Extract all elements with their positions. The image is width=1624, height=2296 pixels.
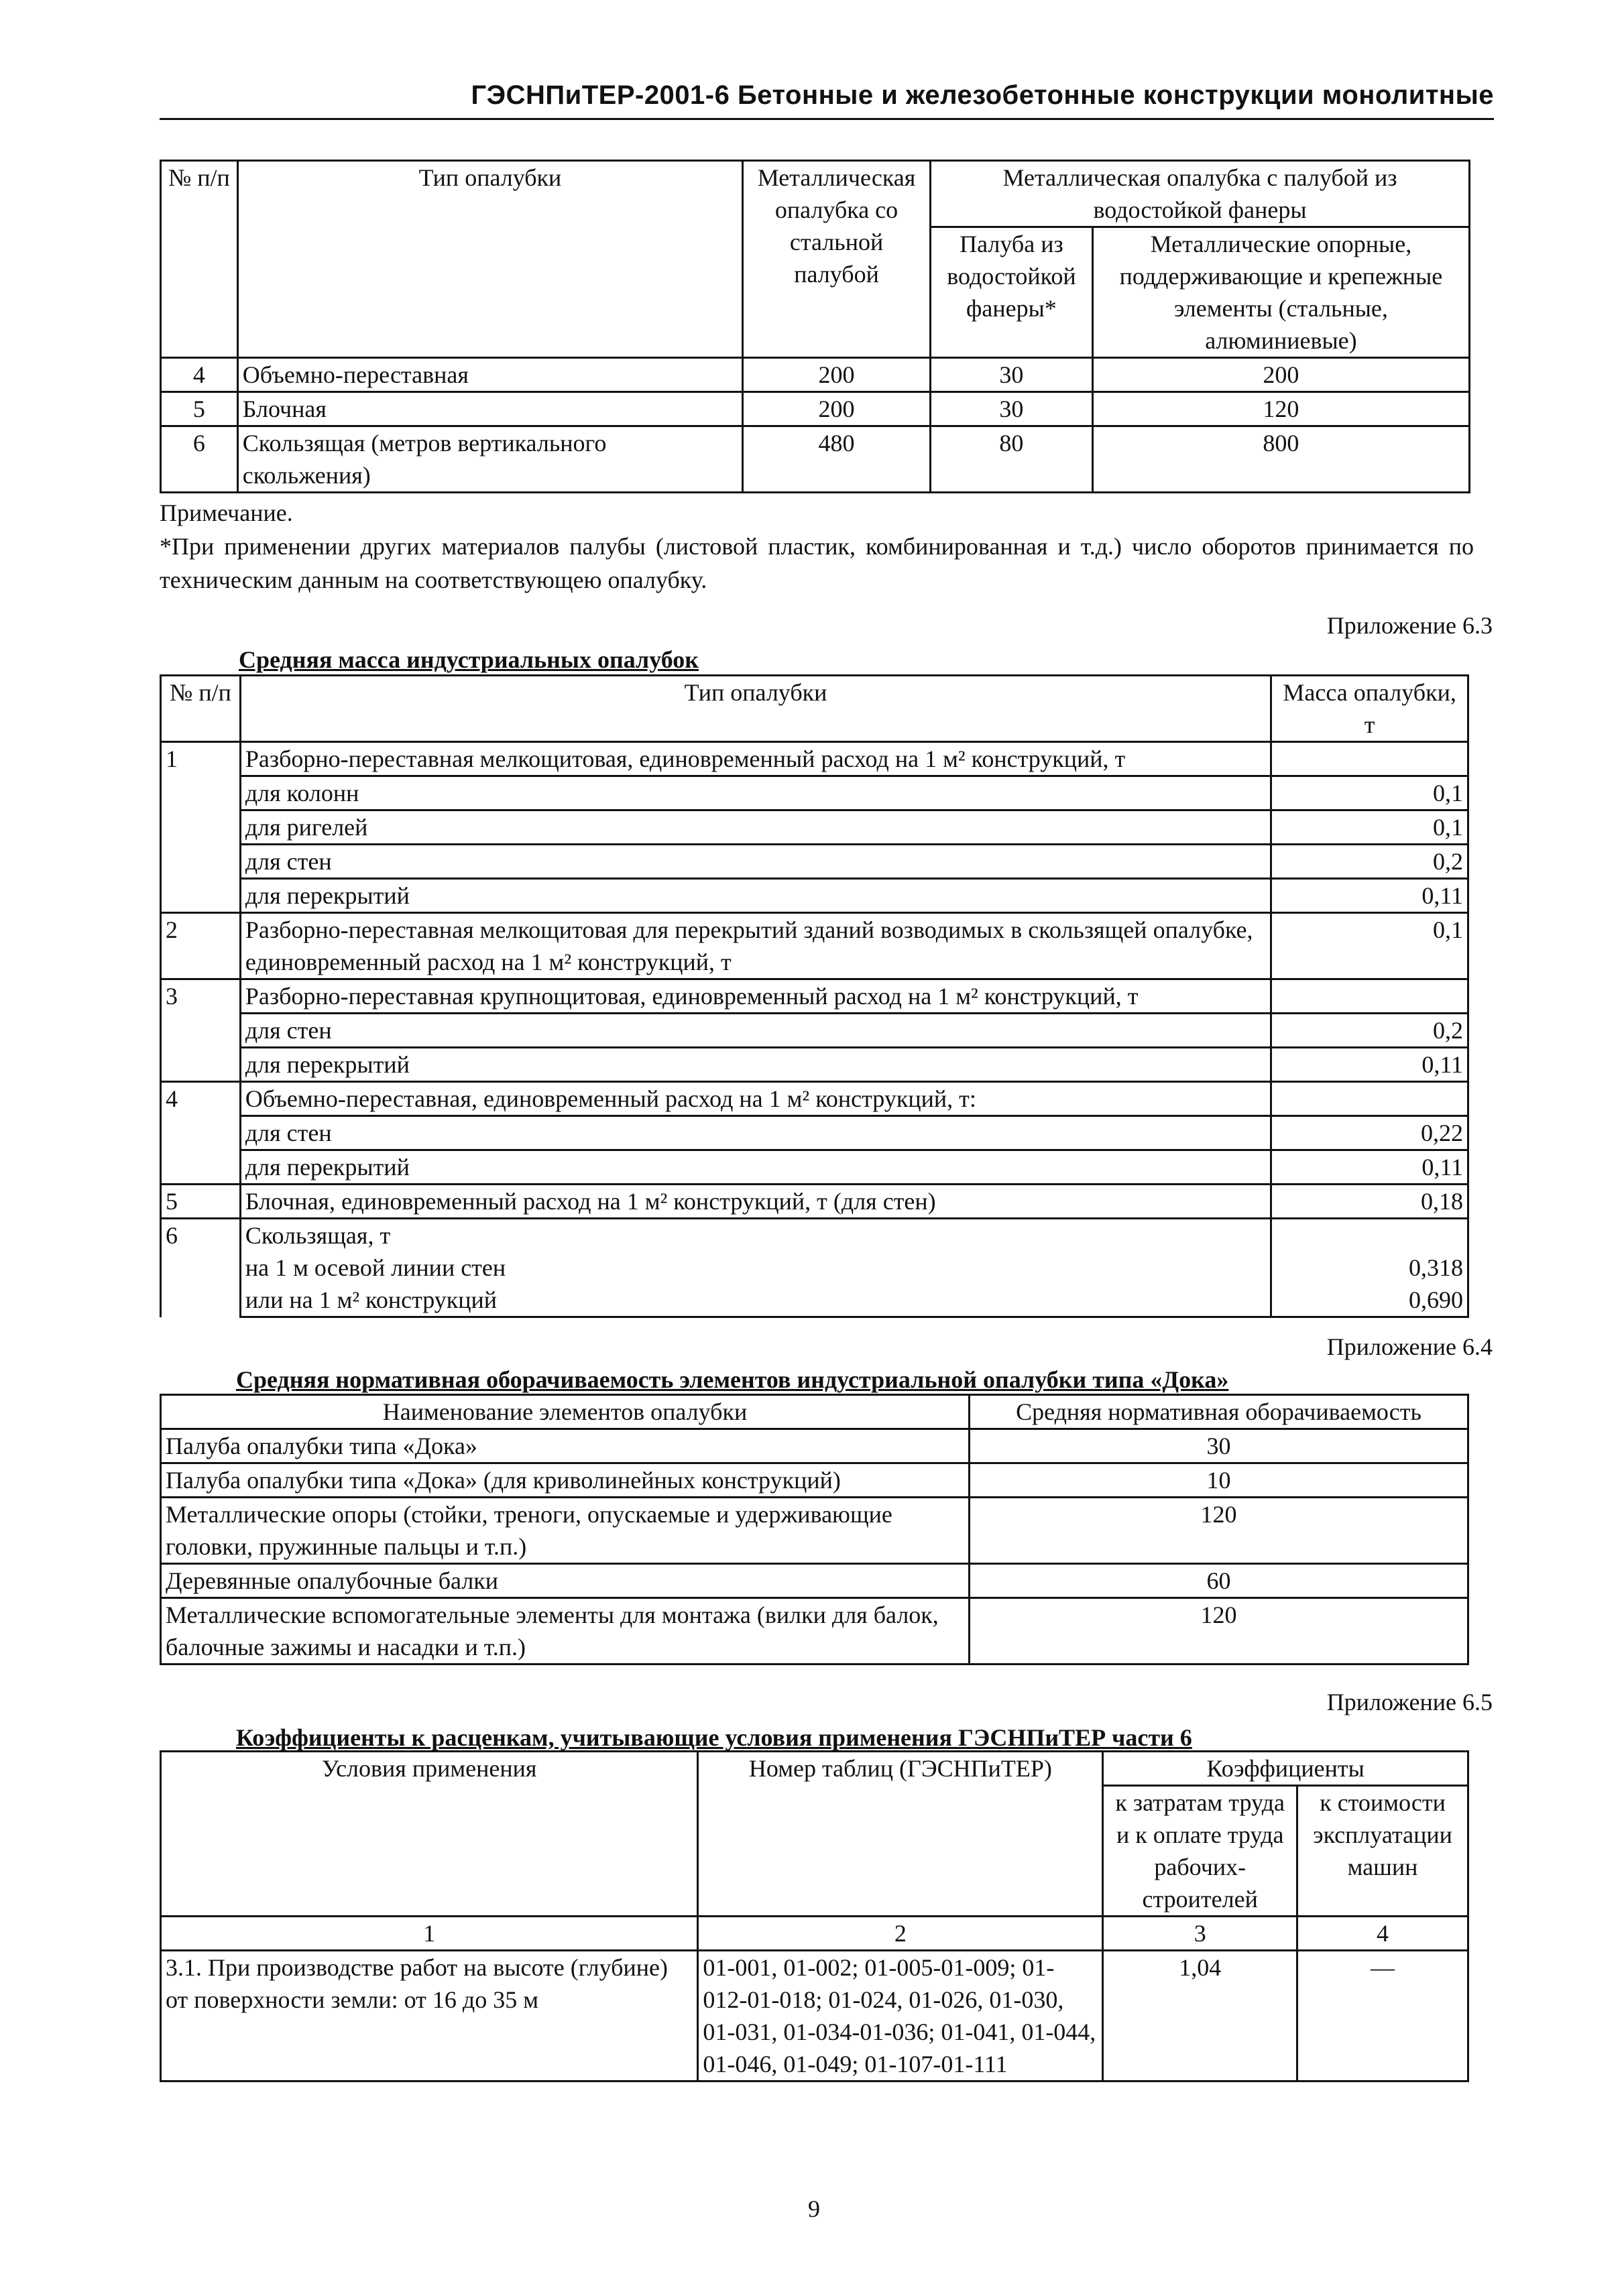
table-row bbox=[161, 1185, 1468, 1219]
turnover-table bbox=[160, 160, 1470, 493]
table-row bbox=[161, 979, 1468, 1014]
table-row bbox=[161, 742, 1468, 776]
metal-steel-cell: 200 bbox=[743, 392, 931, 426]
col-value: Средняя нормативная оборачиваемость bbox=[970, 1395, 1468, 1429]
row-number: 4 bbox=[161, 358, 238, 392]
type-cell: Разборно-переставная мелкощитовая для перекрытий зданий возводимых в скользящей опалубке, единовременный расход на 1 м² конструкций, т bbox=[240, 913, 1271, 979]
mass-cell: 0,318 bbox=[1271, 1252, 1468, 1284]
header-divider bbox=[160, 118, 1494, 120]
table-row bbox=[161, 392, 1470, 426]
appendix-6-4-label: Приложение 6.4 bbox=[1326, 1333, 1493, 1360]
mass-cell bbox=[1271, 1082, 1468, 1116]
col-plywood-deck: Палуба из водостойкой фанеры* bbox=[930, 227, 1092, 358]
appendix-6-5-title: Коэффициенты к расценкам, учитывающие условия применения ГЭСНПиТЕР части 6 bbox=[236, 1724, 1192, 1751]
type-cell: Блочная bbox=[237, 392, 742, 426]
plywood-deck-cell: 80 bbox=[930, 426, 1092, 493]
col-metal-plywood: Металлическая опалубка с палубой из водостойкой фанеры bbox=[930, 161, 1469, 227]
name-cell: Деревянные опалубочные балки bbox=[161, 1564, 970, 1598]
type-cell: Разборно-переставная крупнощитовая, единовременный расход на 1 м² конструкций, т bbox=[240, 979, 1271, 1014]
page-number: 9 bbox=[808, 2195, 820, 2222]
appendix-6-5-label: Приложение 6.5 bbox=[1326, 1689, 1493, 1715]
type-cell: для колонн bbox=[240, 776, 1271, 810]
appendix-6-4-title: Средняя нормативная оборачиваемость элементов индустриальной опалубки типа «Дока» bbox=[236, 1366, 1229, 1393]
mass-cell: 0,690 bbox=[1271, 1284, 1468, 1317]
mass-cell: 0,2 bbox=[1271, 1014, 1468, 1048]
table-row bbox=[161, 1951, 1468, 2081]
table-row bbox=[161, 1082, 1468, 1116]
table-row bbox=[161, 776, 1468, 810]
type-cell: на 1 м осевой линии стен bbox=[240, 1252, 1271, 1284]
coefficients-table bbox=[160, 1750, 1469, 2082]
name-cell: Палуба опалубки типа «Дока» (для криволинейных конструкций) bbox=[161, 1463, 970, 1498]
type-cell: Блочная, единовременный расход на 1 м² конструкций, т (для стен) bbox=[240, 1185, 1271, 1219]
table-row bbox=[161, 1150, 1468, 1185]
table-row bbox=[161, 1598, 1468, 1665]
appendix-6-3-label: Приложение 6.3 bbox=[1326, 612, 1493, 639]
plywood-deck-cell: 30 bbox=[930, 392, 1092, 426]
running-header: ГЭСНПиТЕР-2001-6 Бетонные и железобетонные конструкции монолитные bbox=[471, 80, 1494, 110]
note-label: Примечание. bbox=[160, 499, 293, 526]
type-cell: Объемно-переставная, единовременный расход на 1 м² конструкций, т: bbox=[240, 1082, 1271, 1116]
note-text: *При применении других материалов палубы (листовой пластик, комбинированная и т.д.) число оборотов принимается по техническим данным на соответствующею опалубку. bbox=[160, 533, 1474, 593]
col-number: 3 bbox=[1103, 1917, 1297, 1951]
type-cell: для стен bbox=[240, 1014, 1271, 1048]
mass-cell: 0,1 bbox=[1271, 810, 1468, 845]
mass-cell: 0,11 bbox=[1271, 1150, 1468, 1185]
col-number: 4 bbox=[1297, 1917, 1468, 1951]
table-row bbox=[161, 1463, 1468, 1498]
metal-support-cell: 800 bbox=[1092, 426, 1469, 493]
name-cell: Металлические опоры (стойки, треноги, опускаемые и удерживающие головки, пружинные пальцы и т.п.) bbox=[161, 1498, 970, 1564]
type-cell: Скользящая (метров вертикального скольжения) bbox=[237, 426, 742, 493]
name-cell: Палуба опалубки типа «Дока» bbox=[161, 1429, 970, 1463]
metal-steel-cell: 200 bbox=[743, 358, 931, 392]
conditions-cell: 3.1. При производстве работ на высоте (глубине) от поверхности земли: от 16 до 35 м bbox=[161, 1951, 698, 2081]
type-cell: для перекрытий bbox=[240, 879, 1271, 913]
mass-cell: 0,1 bbox=[1271, 776, 1468, 810]
col-machines: к стоимости эксплуатации машин bbox=[1297, 1786, 1468, 1917]
value-cell: 10 bbox=[970, 1463, 1468, 1498]
row-number: 1 bbox=[161, 742, 241, 913]
mass-cell: 0,1 bbox=[1271, 913, 1468, 979]
type-cell: для ригелей bbox=[240, 810, 1271, 845]
table-row bbox=[161, 1498, 1468, 1564]
machines-cell: — bbox=[1297, 1951, 1468, 2081]
value-cell: 60 bbox=[970, 1564, 1468, 1598]
type-cell: для стен bbox=[240, 1116, 1271, 1150]
col-coefs: Коэффициенты bbox=[1103, 1752, 1468, 1786]
table-row bbox=[161, 358, 1470, 392]
table-row bbox=[161, 913, 1468, 979]
value-cell: 30 bbox=[970, 1429, 1468, 1463]
type-cell: Скользящая, т bbox=[240, 1219, 1271, 1252]
mass-cell: 0,11 bbox=[1271, 1048, 1468, 1082]
row-number: 5 bbox=[161, 1185, 241, 1219]
type-cell: Разборно-переставная мелкощитовая, единовременный расход на 1 м² конструкций, т bbox=[240, 742, 1271, 776]
row-number: 2 bbox=[161, 913, 241, 979]
col-metal-support: Металлические опорные, поддерживающие и крепежные элементы (стальные, алюминиевые) bbox=[1092, 227, 1469, 358]
plywood-deck-cell: 30 bbox=[930, 358, 1092, 392]
table-row bbox=[161, 1116, 1468, 1150]
mass-cell bbox=[1271, 742, 1468, 776]
row-number: 6 bbox=[161, 1219, 241, 1317]
table-row bbox=[161, 845, 1468, 879]
mass-cell: 0,2 bbox=[1271, 845, 1468, 879]
mass-cell: 0,18 bbox=[1271, 1185, 1468, 1219]
col-mass: Масса опалубки, т bbox=[1271, 676, 1468, 742]
row-number: 5 bbox=[161, 392, 238, 426]
col-number: 1 bbox=[161, 1917, 698, 1951]
table-row bbox=[161, 1429, 1468, 1463]
mass-cell bbox=[1271, 979, 1468, 1014]
formwork-mass-table bbox=[160, 674, 1469, 1318]
row-number: 4 bbox=[161, 1082, 241, 1185]
col-conditions: Условия применения bbox=[161, 1752, 698, 1917]
table-row bbox=[161, 1219, 1468, 1252]
col-labor: к затратам труда и к оплате труда рабочих-строителей bbox=[1103, 1786, 1297, 1917]
col-num: № п/п bbox=[161, 676, 241, 742]
mass-cell bbox=[1271, 1219, 1468, 1252]
col-metal-steel: Металлическая опалубка со стальной палубой bbox=[743, 161, 931, 358]
mass-cell: 0,11 bbox=[1271, 879, 1468, 913]
type-cell: или на 1 м² конструкций bbox=[240, 1284, 1271, 1317]
row-number: 6 bbox=[161, 426, 238, 493]
type-cell: Объемно-переставная bbox=[237, 358, 742, 392]
table-row bbox=[161, 1284, 1468, 1317]
metal-support-cell: 120 bbox=[1092, 392, 1469, 426]
table-row bbox=[161, 1014, 1468, 1048]
col-type: Тип опалубки bbox=[240, 676, 1271, 742]
table-row bbox=[161, 879, 1468, 913]
type-cell: для стен bbox=[240, 845, 1271, 879]
row-number: 3 bbox=[161, 979, 241, 1082]
type-cell: для перекрытий bbox=[240, 1048, 1271, 1082]
turnover-doka-table bbox=[160, 1394, 1469, 1665]
tables-cell: 01-001, 01-002; 01-005-01-009; 01-012-01-018; 01-024, 01-026, 01-030, 01-031, 01-034-01-036; 01-041, 01-044, 01-046, 01-049; 01-107-01-111 bbox=[698, 1951, 1103, 2081]
col-tables: Номер таблиц (ГЭСНПиТЕР) bbox=[698, 1752, 1103, 1917]
type-cell: для перекрытий bbox=[240, 1150, 1271, 1185]
labor-cell: 1,04 bbox=[1103, 1951, 1297, 2081]
metal-support-cell: 200 bbox=[1092, 358, 1469, 392]
col-num: № п/п bbox=[161, 161, 238, 358]
name-cell: Металлические вспомогательные элементы для монтажа (вилки для балок, балочные зажимы и насадки и т.п.) bbox=[161, 1598, 970, 1665]
value-cell: 120 bbox=[970, 1598, 1468, 1665]
col-type: Тип опалубки bbox=[237, 161, 742, 358]
table-row bbox=[161, 810, 1468, 845]
col-number: 2 bbox=[698, 1917, 1103, 1951]
table-row bbox=[161, 1048, 1468, 1082]
table-row bbox=[161, 1564, 1468, 1598]
mass-cell: 0,22 bbox=[1271, 1116, 1468, 1150]
col-name: Наименование элементов опалубки bbox=[161, 1395, 970, 1429]
metal-steel-cell: 480 bbox=[743, 426, 931, 493]
table-row bbox=[161, 426, 1470, 493]
table-row bbox=[161, 1252, 1468, 1284]
value-cell: 120 bbox=[970, 1498, 1468, 1564]
appendix-6-3-title: Средняя масса индустриальных опалубок bbox=[239, 646, 699, 673]
